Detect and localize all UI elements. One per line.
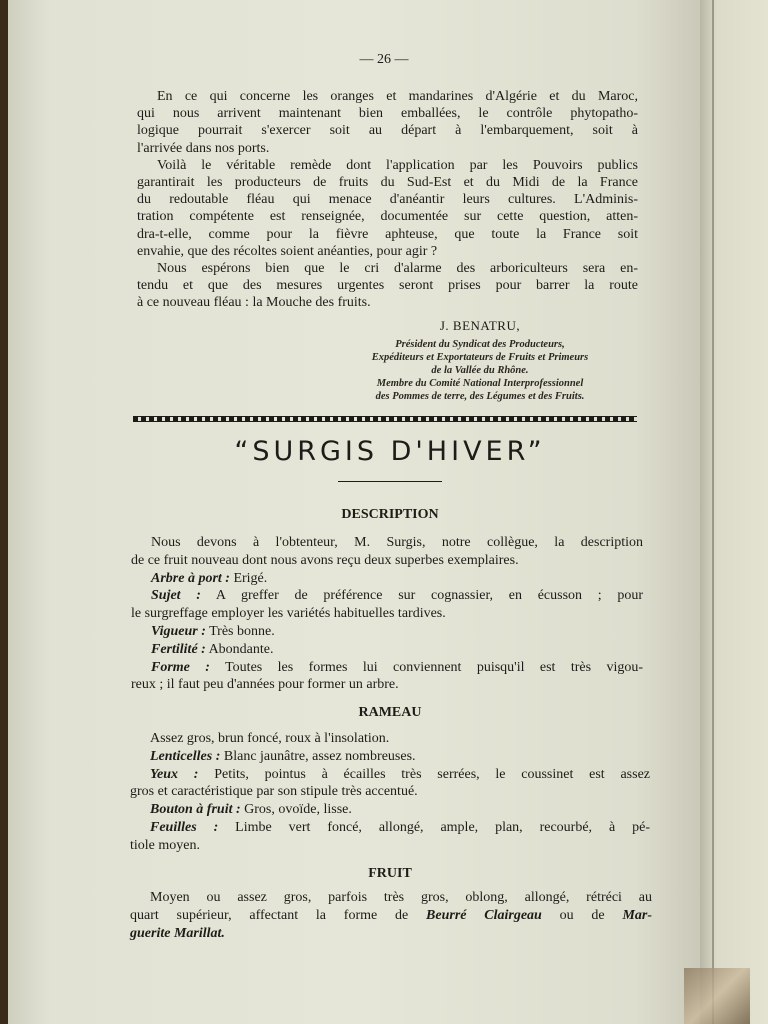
field-value: le surgreffage employer les variétés habituelles tardives. <box>131 606 446 622</box>
text-line: tration compétente est renseignée, documentée sur cette question, atten- <box>137 209 638 225</box>
field-value: reux ; il faut peu d'années pour former un arbre. <box>131 677 399 693</box>
text-line <box>131 534 643 552</box>
text-line: quart supérieur, affectant la forme de Beurré Clairgeau ou de Mar- <box>130 907 653 923</box>
page-gutter <box>712 0 714 1024</box>
field-label: Fertilité : <box>151 641 206 657</box>
signature-name: J. BENATRU, <box>439 318 521 333</box>
text-line: Nous espérons bien que le cri d'alarme des arboriculteurs sera en- <box>157 260 638 276</box>
field-label: Sujet : <box>151 588 201 604</box>
text-line <box>130 748 650 766</box>
title-underline <box>338 481 442 482</box>
text-line <box>131 570 643 588</box>
signature-title-line: de la Vallée du Rhône. <box>431 365 529 376</box>
field-label: Vigueur : <box>151 623 206 639</box>
text-line <box>131 623 643 641</box>
signature-title-line: Président du Syndicat des Producteurs, <box>395 339 565 350</box>
text-line <box>131 659 643 677</box>
field-value: Gros, ovoïde, lisse. <box>244 802 352 818</box>
rameau-text <box>130 730 650 855</box>
text-line: tendu et que des mesures urgentes seront prises pour barrer la route <box>137 278 638 294</box>
signature-title-line: des Pommes de terre, des Légumes et des Fruits. <box>375 391 585 402</box>
rameau-heading: RAMEAU <box>358 705 422 720</box>
fruit-text <box>130 889 652 942</box>
fruit-heading: FRUIT <box>368 866 412 881</box>
field-value: Blanc jaunâtre, assez nombreuses. <box>223 748 416 764</box>
field-value: Toutes les formes lui conviennent puisqu'il est très vigou- <box>225 659 643 675</box>
field-label: Arbre à port : <box>151 570 230 586</box>
text-line: envahie, que des récoltes soient anéanties, pour agir ? <box>137 243 438 259</box>
page-number: — 26 — <box>359 52 409 67</box>
article-title: “SURGIS D'HIVER” <box>234 436 546 467</box>
description-heading: DESCRIPTION <box>341 507 439 522</box>
text-line <box>130 801 650 819</box>
field-value: Abondante. <box>208 641 274 657</box>
text-line <box>130 783 650 801</box>
field-label: Lenticelles : <box>150 748 221 764</box>
field-value: de ce fruit nouveau dont nous avons reçu deux superbes exemplaires. <box>131 552 519 568</box>
field-value: Petits, pointus à écailles très serrées, le coussinet est assez <box>214 766 650 782</box>
field-value: Nous devons à l'obtenteur, M. Surgis, notre collègue, la description <box>151 535 643 550</box>
text-line <box>131 587 643 605</box>
text-line <box>130 837 650 855</box>
field-value: A greffer de préférence sur cognassier, en écusson ; pour <box>215 588 643 604</box>
field-label: Feuilles : <box>150 819 219 835</box>
intro-text <box>137 88 638 311</box>
text-line: En ce qui concerne les oranges et mandarines d'Algérie et du Maroc, <box>157 89 638 104</box>
text-line <box>131 676 643 694</box>
text-line: à ce nouveau fléau : la Mouche des fruits. <box>137 295 371 311</box>
text-line: du redoutable fléau qui menace d'anéantir leurs cultures. L'Adminis- <box>137 192 638 208</box>
text-line: qui nous arrivent maintenant bien emballées, le contrôle phytopatho- <box>137 106 638 122</box>
text-line: guerite Marillat. <box>130 925 225 941</box>
field-value: Erigé. <box>233 570 268 586</box>
corner-thumbnail <box>684 968 750 1024</box>
text-line <box>130 766 650 784</box>
field-value: Limbe vert foncé, allongé, ample, plan, recourbé, à pé- <box>235 819 650 835</box>
text-line <box>131 641 643 659</box>
decorative-rule <box>133 416 637 422</box>
field-label: Bouton à fruit : <box>150 802 241 818</box>
next-page-edge <box>700 0 768 1024</box>
signature-title-line: Expéditeurs et Exportateurs de Fruits et Primeurs <box>371 352 589 363</box>
field-value: Assez gros, brun foncé, roux à l'insolation. <box>150 731 390 746</box>
text-line <box>131 552 643 570</box>
description-text <box>131 534 643 694</box>
field-label: Forme : <box>151 659 210 675</box>
field-value: gros et caractéristique par son stipule très accentué. <box>130 784 418 800</box>
signature-title-line: Membre du Comité National Interprofessionnel <box>376 378 584 389</box>
field-value: Très bonne. <box>209 623 275 639</box>
text-line: Voilà le véritable remède dont l'application par les Pouvoirs publics <box>157 157 638 173</box>
text-line: l'arrivée dans nos ports. <box>137 140 270 156</box>
field-value: tiole moyen. <box>130 837 200 853</box>
text-line: logique pourrait s'exercer soit au départ à l'embarquement, soit à <box>137 123 638 139</box>
text-line <box>131 605 643 623</box>
text-line: dra-t-elle, comme pour la fièvre aphteuse, que toute la France soit <box>137 226 638 242</box>
field-label: Yeux : <box>150 766 199 782</box>
text-line <box>130 819 650 837</box>
text-line: Moyen ou assez gros, parfois très gros, oblong, allongé, rétréci au <box>150 890 652 905</box>
signature-block <box>320 318 640 403</box>
text-line: garantirait les producteurs de fruits du Sud-Est et du Midi de la France <box>137 174 638 190</box>
text-line <box>130 730 650 748</box>
